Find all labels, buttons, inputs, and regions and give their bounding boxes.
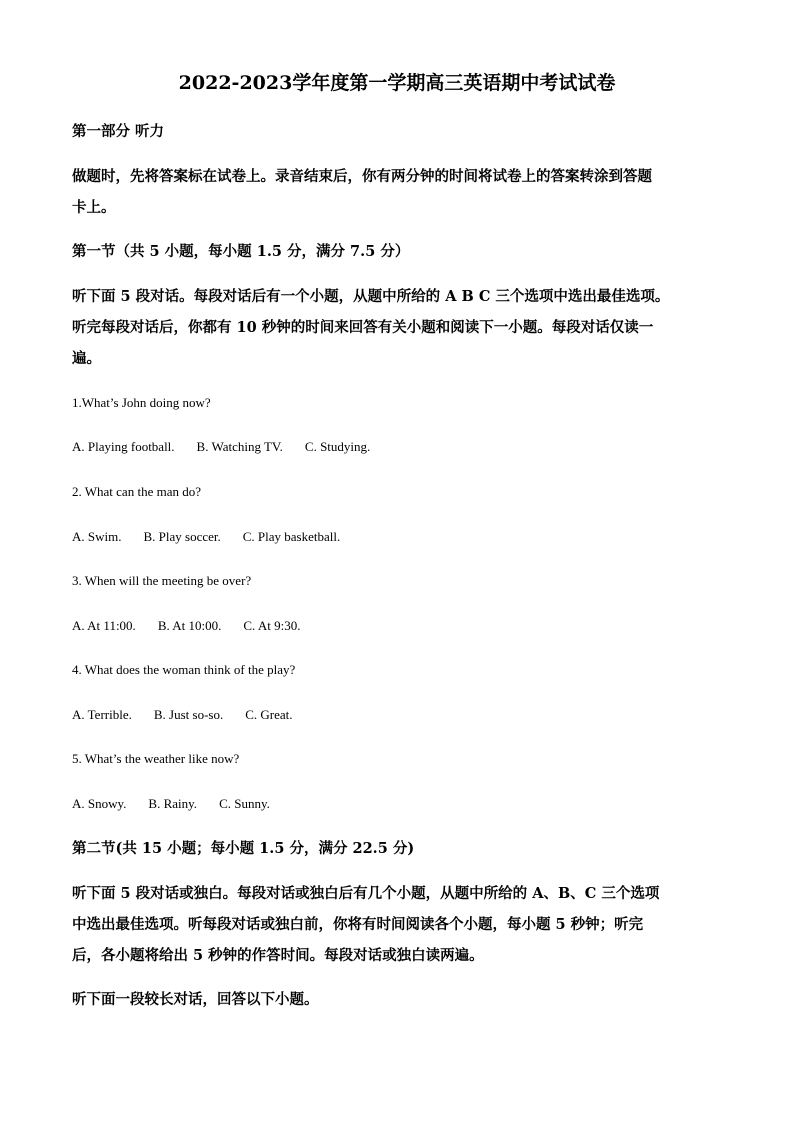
section1-line-1: 听下面 5 段对话。每段对话后有一个小题，从题中所给的 A B C 三个选项中选出最佳选项。	[72, 288, 670, 305]
instructions-line-2: 卡上。	[72, 199, 116, 216]
question-4-option-c: C. Great.	[245, 707, 293, 722]
section1-heading: 第一节（共 5 小题，每小题 1.5 分，满分 7.5 分）	[72, 243, 410, 260]
question-4-option-b: B. Just so-so.	[153, 707, 224, 722]
question-3-options	[72, 618, 322, 634]
instructions-paragraph	[72, 161, 724, 223]
section2-line-2: 中选出最佳选项。听每段对话或独白前，你将有时间阅读各个小题，每小题 5 秒钟；听完	[72, 916, 644, 933]
question-4-option-a: A. Terrible.	[72, 707, 132, 722]
question-1-options	[72, 439, 392, 455]
section2-heading: 第二节(共 15 小题；每小题 1.5 分，满分 22.5 分)	[72, 840, 415, 857]
question-3-option-a: A. At 11:00.	[72, 618, 136, 633]
question-5-options	[72, 796, 292, 812]
section1-line-3: 遍。	[72, 350, 101, 367]
section2-line-3: 后，各小题将给出 5 秒钟的作答时间。每段对话或独白读两遍。	[72, 947, 484, 964]
section1-instructions	[72, 281, 724, 374]
question-3-stem: 3. When will the meeting be over?	[72, 573, 252, 588]
question-5-stem: 5. What’s the weather like now?	[72, 751, 240, 766]
question-4-options	[72, 707, 315, 723]
question-2-option-b: B. Play soccer.	[143, 529, 221, 544]
question-5-option-c: C. Sunny.	[219, 796, 270, 811]
question-2-option-a: A. Swim.	[72, 529, 122, 544]
question-1-option-b: B. Watching TV.	[196, 439, 283, 454]
question-3-option-b: B. At 10:00.	[157, 618, 222, 633]
section2-line-1: 听下面 5 段对话或独白。每段对话或独白后有几个小题，从题中所给的 A、B、C 三个选项	[72, 885, 660, 902]
question-1-option-c: C. Studying.	[304, 439, 371, 454]
question-2-stem: 2. What can the man do?	[72, 484, 201, 499]
section2-subprompt: 听下面一段较长对话，回答以下小题。	[72, 991, 319, 1008]
question-3-option-c: C. At 9:30.	[243, 618, 301, 633]
instructions-line-1: 做题时，先将答案标在试卷上。录音结束后，你有两分钟的时间将试卷上的答案转涂到答题	[72, 168, 652, 185]
page-title: 2022-2023学年度第一学期高三英语期中考试试卷	[178, 72, 616, 94]
question-2-option-c: C. Play basketball.	[242, 529, 341, 544]
section1-line-2: 听完每段对话后，你都有 10 秒钟的时间来回答有关小题和阅读下一小题。每段对话仅读一	[72, 319, 654, 336]
part1-heading: 第一部分 听力	[72, 123, 165, 140]
question-2-options	[72, 529, 362, 545]
section2-instructions	[72, 878, 724, 971]
question-1-stem: 1.What’s John doing now?	[72, 395, 211, 410]
question-5-option-a: A. Snowy.	[72, 796, 127, 811]
question-5-option-b: B. Rainy.	[148, 796, 198, 811]
question-4-stem: 4. What does the woman think of the play?	[72, 662, 296, 677]
question-1-option-a: A. Playing football.	[72, 439, 175, 454]
